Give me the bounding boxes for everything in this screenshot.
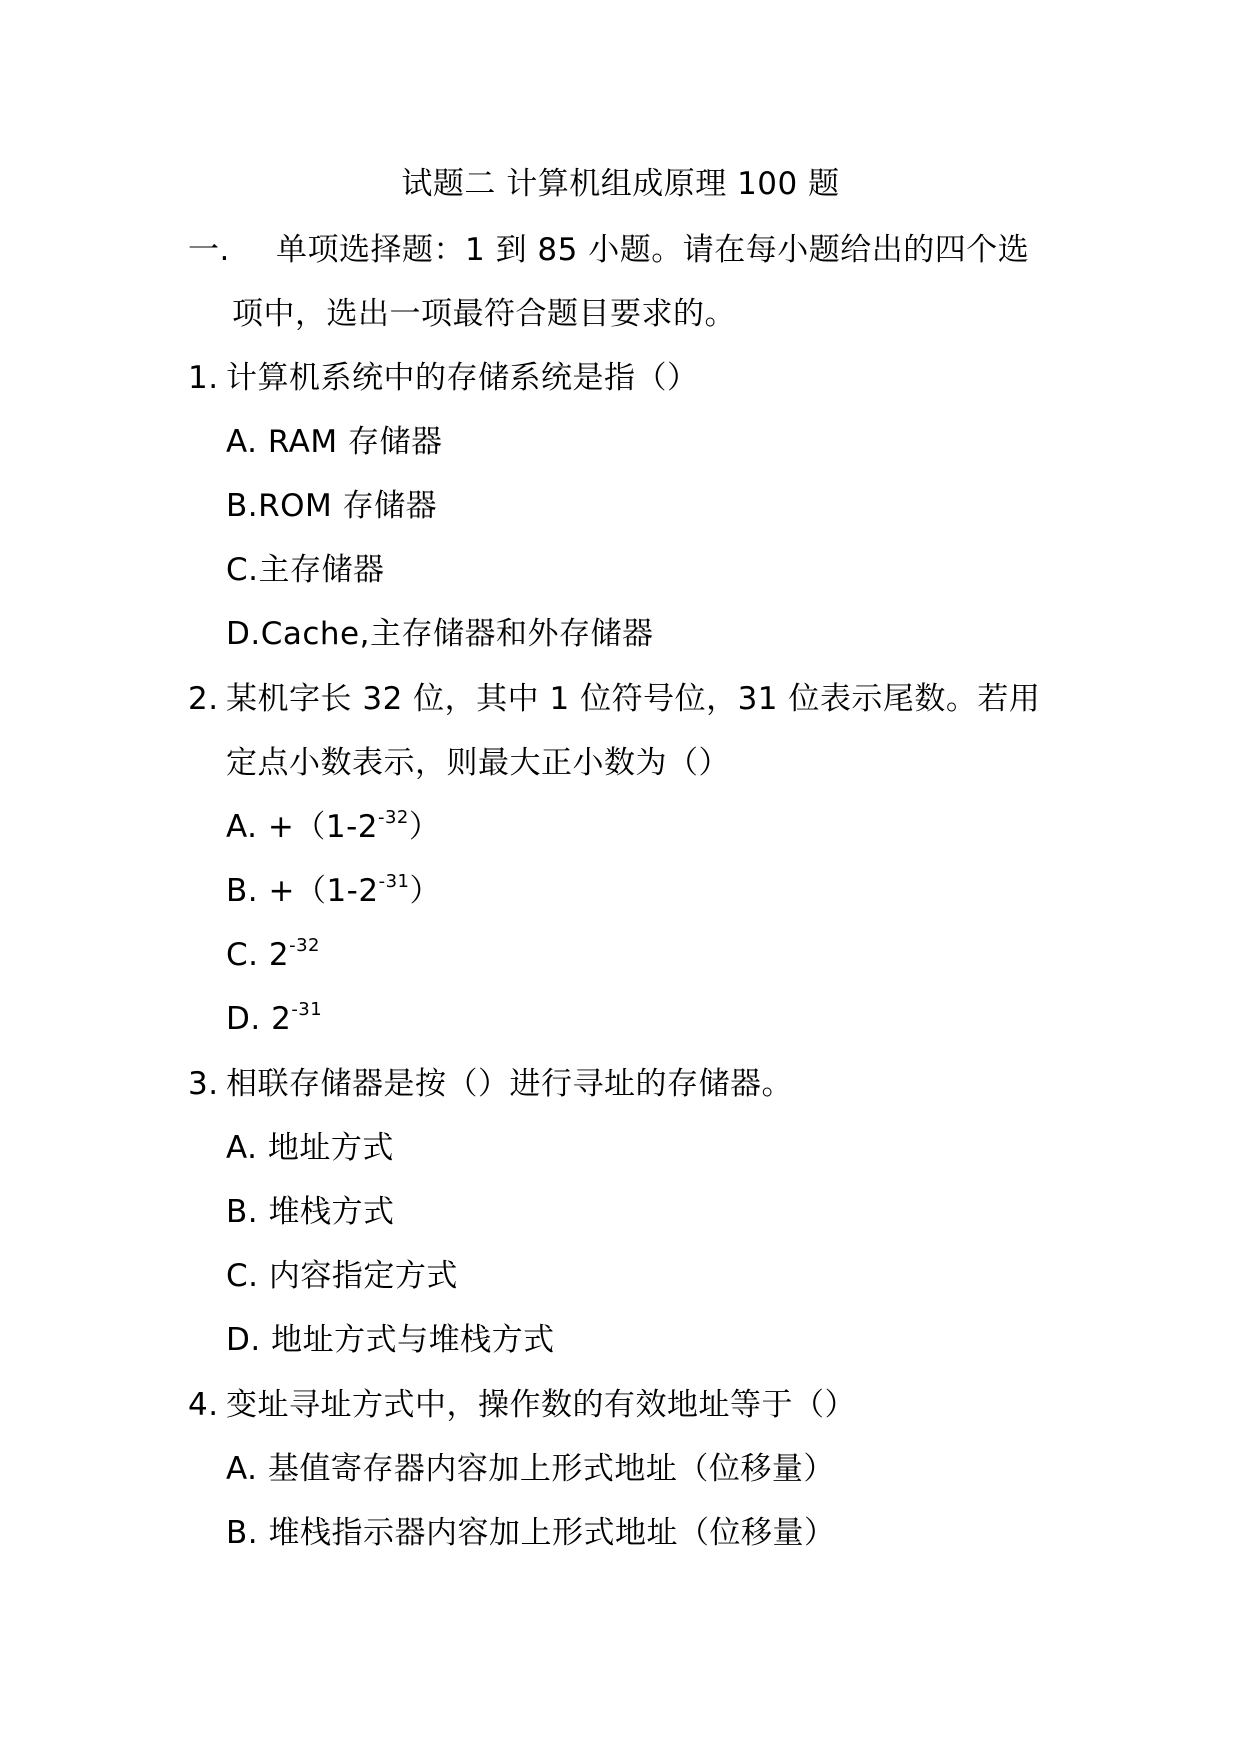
option-text: C. 2 [226, 937, 290, 973]
section-heading-line-2: 项中，选出一项最符合题目要求的。 [232, 296, 736, 332]
exponent: -32 [377, 807, 409, 828]
question-number: 2. [188, 681, 219, 717]
option-a [226, 807, 440, 847]
question-text-line-2: 定点小数表示，则最大正小数为（） [226, 745, 730, 781]
exponent: -31 [378, 871, 410, 892]
option-text: B. +（1-2 [226, 873, 379, 909]
option-d: D. 地址方式与堆栈方式 [226, 1322, 555, 1358]
option-d [226, 999, 322, 1039]
option-b: B. 堆栈指示器内容加上形式地址（位移量） [226, 1515, 836, 1551]
option-c: C.主存储器 [226, 552, 385, 588]
question-text: 计算机系统中的存储系统是指（） [226, 360, 699, 396]
option-text: D. 2 [226, 1001, 292, 1037]
page-title: 试题二 计算机组成原理 100 题 [401, 166, 840, 202]
option-a: A. 地址方式 [226, 1130, 394, 1166]
question-text-line-1: 某机字长 32 位，其中 1 位符号位，31 位表示尾数。若用 [226, 681, 1041, 717]
option-d: D.Cache,主存储器和外存储器 [226, 616, 654, 652]
section-number: 一. [188, 232, 230, 268]
option-text-end: ） [409, 873, 441, 909]
option-b: B. 堆栈方式 [226, 1194, 395, 1230]
exponent: -32 [289, 935, 320, 956]
question-text: 变址寻址方式中，操作数的有效地址等于（） [226, 1387, 856, 1423]
option-a: A. 基值寄存器内容加上形式地址（位移量） [226, 1451, 835, 1487]
option-c: C. 内容指定方式 [226, 1258, 458, 1294]
option-text-end: ） [408, 809, 441, 845]
option-text: A. +（1-2 [226, 809, 378, 845]
exponent: -31 [291, 999, 323, 1020]
option-b: B.ROM 存储器 [226, 488, 438, 524]
option-c [226, 935, 320, 975]
question-number: 1. [188, 360, 219, 396]
option-a: A. RAM 存储器 [226, 424, 443, 460]
question-number: 4. [188, 1387, 219, 1423]
section-heading-line-1: 单项选择题：1 到 85 小题。请在每小题给出的四个选 [276, 232, 1030, 268]
question-number: 3. [188, 1066, 219, 1102]
question-text: 相联存储器是按（）进行寻址的存储器。 [226, 1066, 793, 1102]
option-b [226, 871, 441, 911]
